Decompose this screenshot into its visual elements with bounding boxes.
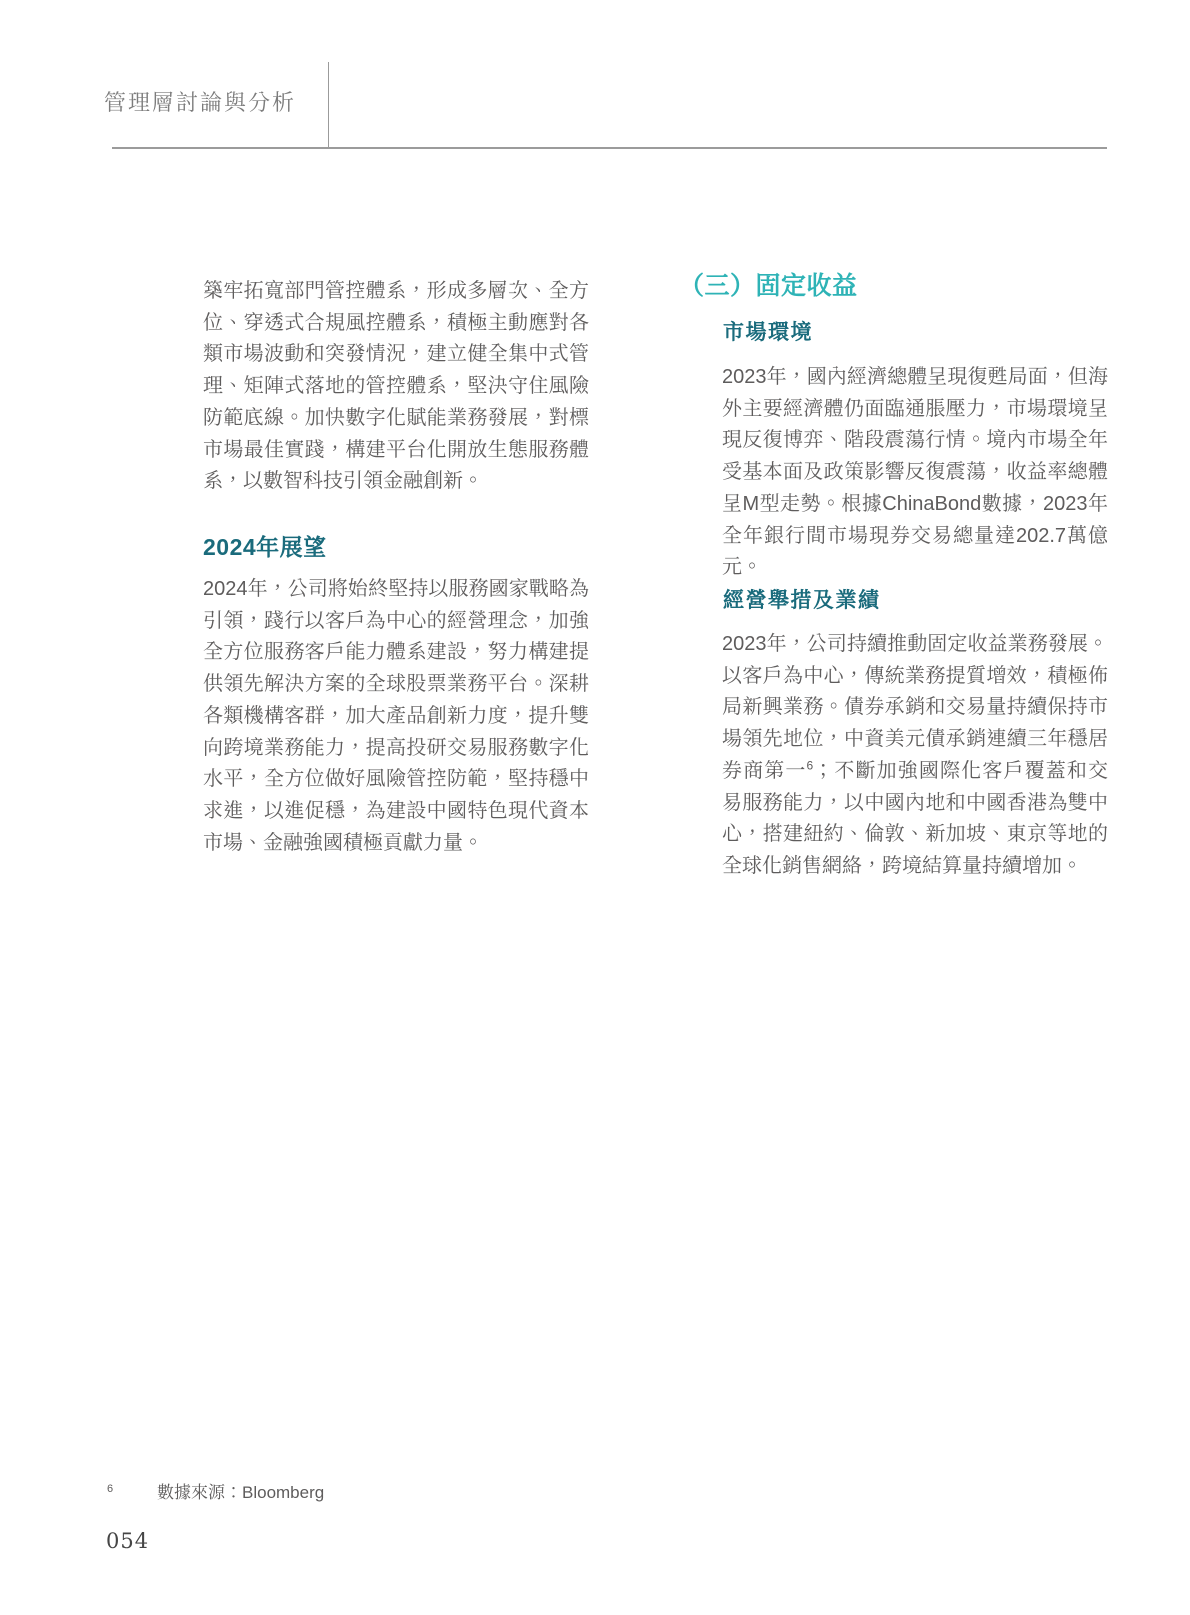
operations-paragraph-part2: ；不斷加強國際化客戶覆蓋和交易服務能力，以中國內地和中國香港為雙中心，搭建紐約、倫敦、新加坡、東京等地的全球化銷售網絡，跨境結算量持續增加。 [722,759,1109,877]
market-environment-heading: 市場環境 [723,321,813,344]
risk-control-paragraph: 築牢拓寬部門管控體系，形成多層次、全方位、穿透式合規風控體系，積極主動應對各類市場波動和突發情況，建立健全集中式管理、矩陣式落地的管控體系，堅決守住風險防範底線。加快數字化賦能業務發展，對標市場最佳實踐，構建平台化開放生態服務體系，以數智科技引領金融創新。 [203,280,589,493]
footnote-marker: 6 [107,1483,114,1495]
footnote-reference-6: 6 [806,758,814,773]
page-number: 054 [106,1529,150,1553]
fixed-income-section-heading: （三）固定收益 [679,272,858,300]
footnote [107,1481,324,1505]
outlook-2024-paragraph: 2024年，公司將始終堅持以服務國家戰略為引領，踐行以客戶為中心的經營理念，加強全方位服務客戶能力體系建設，努力構建提供領先解決方案的全球股票業務平台。深耕各類機構客群，加大產品創新力度，提升雙向跨境業務能力，提高投研交易服務數字化水平，全方位做好風險管控防範，堅持穩中求進，以進促穩，為建設中國特色現代資本市場、金融強國積極貢獻力量。 [203,578,589,854]
operations-results-heading: 經營舉措及業績 [723,589,881,612]
outlook-2024-heading: 2024年展望 [203,534,327,560]
page-title: 管理層討論與分析 [104,91,297,116]
header-vertical-rule [328,62,329,148]
footnote-text: 數據來源：Bloomberg [157,1483,325,1502]
operations-results-paragraph [722,629,1108,883]
header-horizontal-rule [112,147,1107,149]
operations-paragraph-part1: 2023年，公司持續推動固定收益業務發展。以客戶為中心，傳統業務提質增效，積極佈局新興業務。債券承銷和交易量持續保持市場領先地位，中資美元債承銷連續三年穩居券商第一 [722,633,1108,782]
market-environment-paragraph: 2023年，國內經濟總體呈現復甦局面，但海外主要經濟體仍面臨通脹壓力，市場環境呈現反復博弈、階段震蕩行情。境內市場全年受基本面及政策影響反復震蕩，收益率總體呈M型走勢。根據ChinaBond數據，2023年全年銀行間市場現券交易總量達202.7萬億元。 [722,366,1108,579]
